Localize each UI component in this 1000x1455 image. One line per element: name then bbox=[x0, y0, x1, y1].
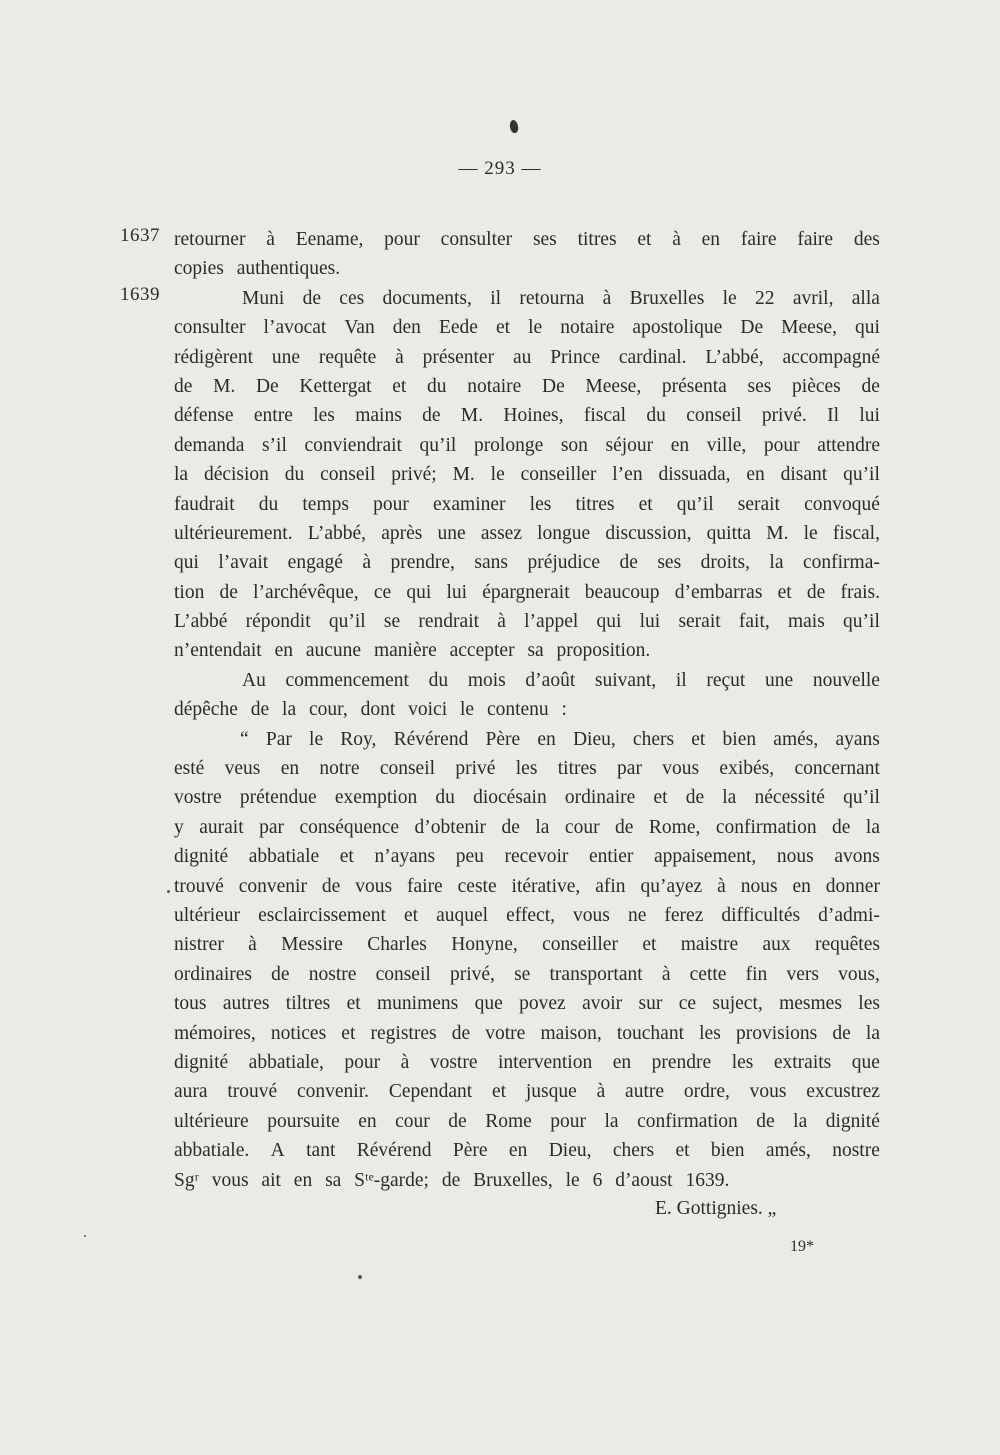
text-line: esté veus en notre conseil privé les titres par vous exibés, concernant bbox=[174, 758, 880, 780]
paper-speck bbox=[84, 1235, 86, 1237]
text-line: faudrait du temps pour examiner les titres et qu’il serait convoqué bbox=[174, 493, 880, 515]
text-line: mémoires, notices et registres de votre maison, touchant les provisions de la bbox=[174, 1022, 880, 1044]
text-line: dépêche de la cour, dont voici le contenu : bbox=[174, 699, 567, 721]
text-line: tion de l’archévêque, ce qui lui épargnerait beaucoup d’embarras et de frais. bbox=[174, 581, 880, 603]
text-line: Au commencement du mois d’août suivant, il reçut une nouvelle bbox=[242, 669, 880, 691]
text-line: dignité abbatiale, pour à vostre intervention en prendre les extraits que bbox=[174, 1051, 880, 1073]
text-line: ultérieure poursuite en cour de Rome pour la confirmation de la dignité bbox=[174, 1110, 880, 1132]
text-line: aura trouvé convenir. Cependant et jusque à autre ordre, vous excustrez bbox=[174, 1081, 880, 1103]
text-line: “ Par le Roy, Révérend Père en Dieu, chers et bien amés, ayans bbox=[240, 728, 880, 750]
text-line: ultérieur esclaircissement et auquel effect, vous ne ferez difficultés d’admi- bbox=[174, 904, 880, 926]
text-line: copies authentiques. bbox=[174, 258, 341, 280]
text-line: Sgʳ vous ait en sa Sᵗᵉ-garde; de Bruxelles, le 6 d’aoust 1639. bbox=[174, 1169, 730, 1191]
text-line: la décision du conseil privé; M. le conseiller l’en dissuada, en disant qu’il bbox=[174, 464, 880, 486]
text-line: trouvé convenir de vous faire ceste itérative, afin qu’ayez à nous en donner bbox=[174, 875, 880, 897]
signature-mark: 19* bbox=[790, 1238, 814, 1255]
text-line: consulter l’avocat Van den Eede et le notaire apostolique De Meese, qui bbox=[174, 317, 880, 339]
text-line: retourner à Eename, pour consulter ses titres et à en faire faire des bbox=[174, 229, 880, 250]
signature: E. Gottignies. „ bbox=[655, 1198, 777, 1219]
text-line: qui l’avait engagé à prendre, sans préjudice de ses droits, la confirma- bbox=[174, 552, 880, 574]
margin-year-1639: 1639 bbox=[120, 284, 160, 305]
text-line: vostre prétendue exemption du diocésain ordinaire et de la nécessité qu’il bbox=[174, 787, 880, 809]
ink-blot bbox=[509, 119, 519, 133]
text-line: ultérieurement. L’abbé, après une assez longue discussion, quitta M. le fiscal, bbox=[174, 522, 880, 544]
margin-year-1637: 1637 bbox=[120, 225, 160, 246]
text-line: rédigèrent une requête à présenter au Prince cardinal. L’abbé, accompagné bbox=[174, 346, 880, 368]
text-line: abbatiale. A tant Révérend Père en Dieu, chers et bien amés, nostre bbox=[174, 1140, 880, 1162]
text-line: défense entre les mains de M. Hoines, fiscal du conseil privé. Il lui bbox=[174, 405, 880, 427]
text-line: demanda s’il conviendrait qu’il prolonge son séjour en ville, pour attendre bbox=[174, 434, 880, 456]
text-line: y aurait par conséquence d’obtenir de la cour de Rome, confirmation de la bbox=[174, 816, 880, 838]
text-line: tous autres tiltres et munimens que povez avoir sur ce suject, mesmes les bbox=[174, 993, 880, 1015]
body-text bbox=[174, 225, 880, 1195]
text-line: Muni de ces documents, il retourna à Bruxelles le 22 avril, alla bbox=[242, 287, 880, 309]
text-line: n’entendait en aucune manière accepter sa proposition. bbox=[174, 640, 651, 662]
text-line: L’abbé répondit qu’il se rendrait à l’appel qui lui serait fait, mais qu’il bbox=[174, 611, 880, 633]
text-line: ordinaires de nostre conseil privé, se transportant à cette fin vers vous, bbox=[174, 963, 880, 985]
paper-speck bbox=[358, 1275, 362, 1279]
text-line: dignité abbatiale et n’ayans peu recevoir entier appaisement, nous avons bbox=[174, 846, 880, 868]
page-number: — 293 — bbox=[458, 158, 542, 179]
text-line: nistrer à Messire Charles Honyne, conseiller et maistre aux requêtes bbox=[174, 934, 880, 956]
paper-speck bbox=[167, 890, 170, 893]
text-line: de M. De Kettergat et du notaire De Meese, présenta ses pièces de bbox=[174, 375, 880, 397]
